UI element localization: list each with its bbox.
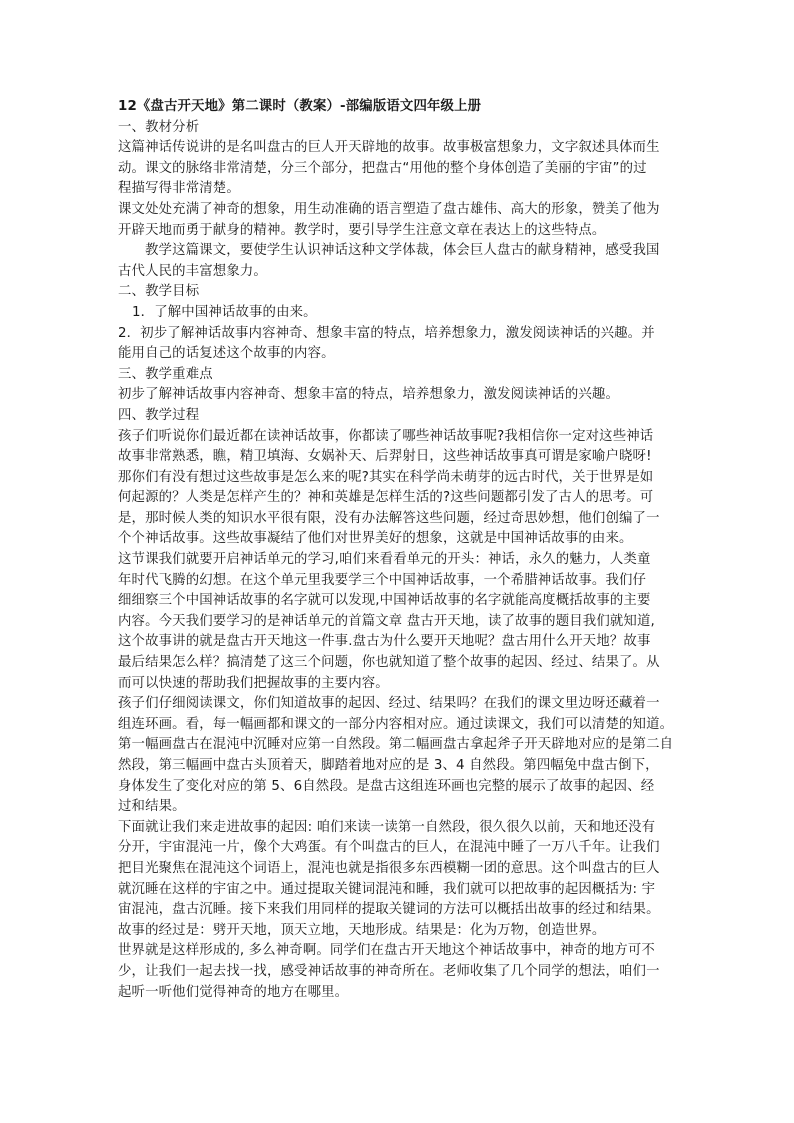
text-line: 这个故事讲的就是盘古开天地这一件事.盘古为什么要开天地呢？盘古用什么开天地？故事 [118, 634, 651, 650]
text-line: 年时代飞腾的幻想。在这个单元里我要学三个中国神话故事，一个希腊神话故事。我们仔 [118, 572, 647, 588]
paragraph-process-3 [118, 694, 688, 818]
text-line: 分开，宇宙混沌一片，像个大鸡蛋。有个叫盘古的巨人，在混沌中睡了一万八千年。让我们 [118, 840, 660, 856]
section-heading-key-points: 三、教学重难点 [118, 366, 213, 382]
section-heading-goals: 二、教学目标 [118, 284, 200, 300]
text-line: 教学这篇课文，要使学生认识神话这种文学体裁，体会巨人盘古的献身精神，感受我国 [145, 243, 660, 259]
text-line: 身体发生了变化对应的第 5、6自然段。是盘古这组连环画也完整的展示了故事的起因、经 [118, 778, 655, 794]
document-title: 12《盘古开天地》第二课时（教案）-部编版语文四年级上册 [118, 99, 482, 114]
text-line: 过和结果。 [118, 799, 186, 815]
paragraph-process-4 [118, 818, 688, 942]
text-line: 能用自己的话复述这个故事的内容。 [118, 346, 335, 362]
paragraph-process-5 [118, 941, 688, 1003]
text-line: 故事的经过是：劈开天地，顶天立地，天地形成。结果是：化为万物，创造世界。 [118, 922, 606, 938]
text-line: 2．初步了解神话故事内容神奇、想象丰富的特点，培养想象力，激发阅读神话的兴趣。并 [118, 325, 655, 341]
text-line: 这篇神话传说讲的是名叫盘古的巨人开天辟地的故事。故事极富想象力，文字叙述具体而生 [118, 140, 660, 156]
text-line: 组连环画。看，每一幅画都和课文的一部分内容相对应。通过读课文，我们可以清楚的知道。 [118, 716, 674, 732]
text-line: 下面就让我们来走进故事的起因: 咱们来读一读第一自然段，很久很久以前，天和地还没有 [118, 819, 656, 835]
text-line: 故事非常熟悉，瞧，精卫填海、女娲补天、后羿射日，这些神话故事真可谓是家喻户晓呀! [118, 449, 652, 465]
text-line: 孩子们听说你们最近都在读神话故事，你都读了哪些神话故事呢?我相信你一定对这些神话 [118, 428, 654, 444]
goal-item-1: 1．了解中国神话故事的由来。 [132, 304, 317, 320]
paragraph-process-2 [118, 550, 688, 694]
text-line: 内容。今天我们要学习的是神话单元的首篇文章 盘古开天地，读了故事的题目我们就知道, [118, 613, 655, 629]
text-line: 古代人民的丰富想象力。 [118, 263, 267, 279]
text-line: 程描写得非常清楚。 [118, 181, 240, 197]
text-line: 是，那时候人类的知识水平很有限，没有办法解答这些问题，经过奇思妙想，他们创编了一 [118, 510, 660, 526]
text-line: 少，让我们一起去找一找，感受神话故事的神奇所在。老师收集了几个同学的想法，咱们一 [118, 963, 660, 979]
text-line: 这节课我们就要开启神话单元的学习,咱们来看看单元的开头：神话，永久的魅力，人类童 [118, 552, 651, 568]
text-line: 那你们有没有想过这些故事是怎么来的呢?其实在科学尚未萌芽的远古时代，关于世界是如 [118, 469, 654, 485]
text-line: 然段，第三幅画中盘古头顶着天，脚踏着地对应的是 3、4 自然段。第四幅兔中盘古倒下， [118, 758, 659, 773]
text-line: 世界就是这样形成的, 多么神奇啊。同学们在盘古开天地这个神话故事中，神奇的地方可不 [118, 943, 655, 959]
document-page [118, 97, 688, 1003]
paragraph-analysis-2 [118, 200, 688, 241]
text-line: 第一幅画盘古在混沌中沉睡对应第一自然段。第二幅画盘古拿起斧子开天辟地对应的是第二自 [118, 737, 674, 753]
paragraph-analysis-3 [118, 241, 688, 282]
key-points-text: 初步了解神话故事内容神奇、想象丰富的特点，培养想象力，激发阅读神话的兴趣。 [118, 387, 620, 403]
text-line: 孩子们仔细阅读课文，你们知道故事的起因、经过、结果吗？在我们的课文里边呀还藏着一 [118, 696, 660, 712]
text-line: 课文处处充满了神奇的想象，用生动准确的语言塑造了盘古雄伟、高大的形象，赞美了他为 [118, 201, 660, 217]
text-line: 动。课文的脉络非常清楚，分三个部分，把盘古“用他的整个身体创造了美丽的宇宙”的过 [118, 160, 647, 176]
paragraph-process-1 [118, 427, 688, 551]
paragraph-analysis-1 [118, 138, 688, 200]
text-line: 把目光聚焦在混沌这个词语上，混沌也就是指很多东西模糊一团的意思。这个叫盘古的巨人 [118, 860, 660, 876]
text-line: 细细察三个中国神话故事的名字就可以发现,中国神话故事的名字就能高度概括故事的主要 [118, 593, 651, 609]
text-line: 就沉睡在这样的宇宙之中。通过提取关键词混沌和睡，我们就可以把故事的起因概括为: 宇 [118, 881, 656, 897]
text-line: 何起源的？人类是怎样产生的？神和英雄是怎样生活的?这些问题都引发了古人的思考。可 [118, 490, 654, 506]
section-heading-process: 四、教学过程 [118, 407, 200, 423]
text-line: 开辟天地而勇于献身的精神。教学时，要引导学生注意文章在表达上的这些特点。 [118, 222, 606, 238]
text-line: 宙混沌，盘古沉睡。接下来我们用同样的提取关键词的方法可以概括出故事的经过和结果。 [118, 902, 660, 918]
goal-item-2 [118, 324, 688, 365]
text-line: 而可以快速的帮助我们把握故事的主要内容。 [118, 675, 389, 691]
text-line: 起听一听他们觉得神奇的地方在哪里。 [118, 984, 349, 1000]
text-line: 个个神话故事。这些故事凝结了他们对世界美好的想象，这就是中国神话故事的由来。 [118, 531, 633, 547]
text-line: 最后结果怎么样？搞清楚了这三个问题，你也就知道了整个故事的起因、经过、结果了。从 [118, 655, 660, 671]
section-heading-analysis: 一、教材分析 [118, 119, 200, 135]
